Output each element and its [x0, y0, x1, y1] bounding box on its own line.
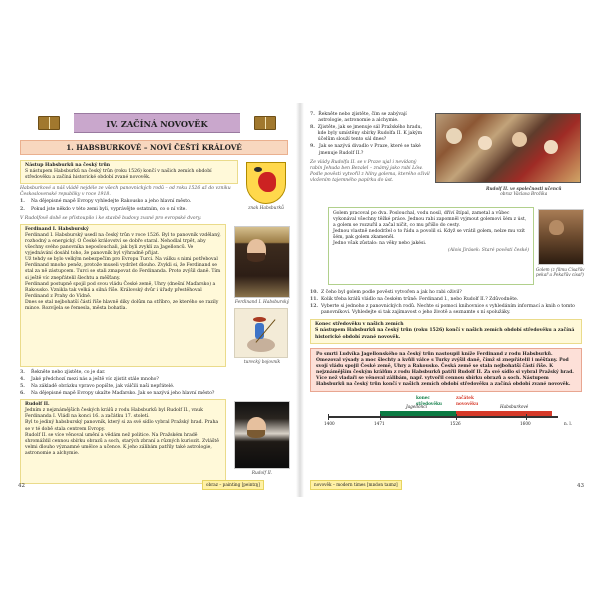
- ferdinand-text-4: Dnes se stal nejbohatší částí říše hlavně díky dolům na stříbro, ze kterého se razily mince. Rozvíjela se řemesla, města bohatla.: [25, 299, 219, 311]
- right-page: [302, 103, 594, 497]
- warrior-caption: turecký bojovník: [243, 359, 281, 365]
- questions-b: [20, 370, 226, 397]
- intro-panel: [20, 160, 238, 184]
- chapter-header: [20, 111, 290, 137]
- summary-heading: Konec středověku v našich zemích: [315, 322, 404, 328]
- habsburkove-label: Habsburkové: [500, 404, 529, 410]
- book-icon: [254, 116, 276, 130]
- ferdinand-text-3: Ferdinand postupně spojil pod svou vládu České země, Uhry (dnešní Maďarsko) a Rakousko. Vznikla tak velká a silná říše. Královský dvůr i úřady přestěhoval Ferdinand z Prahy do Vídně.: [25, 281, 216, 299]
- page-number-right: 43: [577, 482, 584, 489]
- golem-story-box: [328, 207, 534, 285]
- ferdinand-text-2: Už tehdy se bylo velkým nebezpečím pro Evropu Turci. Na válku s nimi potřeboval Ferdinand mnoho peněz, protože museli vydržet dlouho. Zvykli si, že Ferdinand se stal za ně zástupcem. Turci se stali zmapovat do Ferdinanda. Proto zvýšil daně. Tím si ještě víc znepřátelil šlechtu a měšťany.: [25, 257, 221, 281]
- vocabulary-box-right: novověk – modern times [mɒdən taɪmz]: [310, 480, 402, 490]
- rudolf-heading: Rudolf II.: [25, 402, 50, 408]
- section-title: 1. HABSBURKOVÉ – NOVÍ ČEŠTÍ KRÁLOVÉ: [20, 140, 288, 155]
- tick-1526: 1526: [450, 421, 461, 427]
- golem-source: (Alois Jirásek: Staré pověsti české): [448, 247, 529, 253]
- question-4: 4. Jaké předchozí mezi nás a ještě víc zjistit stále mnoho?: [20, 376, 159, 382]
- habsburg-crest-image: [246, 162, 286, 204]
- timeline: [310, 395, 582, 437]
- questions-a: [20, 199, 238, 212]
- timeline-label-start: začátek novověku: [456, 395, 479, 407]
- questions-right-b: [310, 290, 582, 316]
- page-number-left: 42: [18, 482, 25, 489]
- pink-text: Po smrti Ludvíka Jagellonského na český trůn nastoupil kníže Ferdinand z rodu Habsburků. Omezoval výsady a moc šlechty a kvůli válce s Turky zvýšil daně, čímž si znepřátelil i měšťany. Pod svojí vládu spojil České země, Uhry a Rakousko. Česká země se stala nejbohatší částí říše. K nejznámějším českým králům z rodu Habsburků patřil Rudolf II. Za své sídlo si vybral Pražský hrad. Více než vladaři se věnoval zálibám, např. vytvořil cennou sbírku obrazů a soch. Nástupem Habsburků na český trůn končí v našich zemích období středověku a začíná období zvané novověk.: [316, 351, 574, 388]
- textbook-spread: [6, 103, 594, 497]
- question-10: 10. Z čeho byl golem podle pověsti vytvořen a jak ho rabi oživil?: [310, 290, 462, 295]
- tick-1400: 1400: [324, 421, 335, 427]
- golem-text-2: Jednou vlastně nedodržel o to řádu a povolil si. Když se vrátil golem, nelze mu vzít šém, pak golem zkameněl.: [333, 229, 526, 241]
- timeline-axis: [328, 416, 558, 418]
- intro-text: S nástupem Habsburků na český trůn (roku 1526) končí v našich zemích období středověku a začíná historické období zvané novověk.: [25, 169, 212, 181]
- scene-subcaption: obraz Václava Brožíka: [500, 191, 548, 197]
- questions-right-a: [310, 112, 430, 157]
- intro-note: Habsburkové a náš vládě nejdéle ze všech panovnických rodů – od roku 1526 až do vzniku Československé republiky v roce 1918.: [20, 186, 231, 198]
- golem-caption: Golem (z filmu Císařův pekař a Pekařův císař): [536, 267, 585, 278]
- question-1: 1. Na dějepisné mapě Evropy vyhledejte Rakousko a jeho hlavní město.: [20, 199, 192, 205]
- rudolf-text-2: Byl to jediný habsburský panovník, který si za své sídlo vybral Pražský hrad. Praha se v té době stala centrem Evropy.: [25, 420, 219, 432]
- rudolf-caption: Rudolf II.: [251, 471, 273, 477]
- turkish-warrior-image: [234, 308, 288, 358]
- ferdinand-portrait-image: [234, 226, 290, 298]
- ferdinand-caption: Ferdinand I. Habsburský: [234, 299, 290, 305]
- rudolf-portrait-image: [234, 401, 290, 469]
- question-12: 12. Vyberte si jednoho z panovnických rodů. Nechte si pomoci knihovnice s vyhledáním informací a knih o tomto panovníkovi. Vyhledejte si tak zajímavost o jeho životě a seznamte s ní spolužáky.: [310, 304, 575, 316]
- ferdinand-heading: Ferdinand I. Habsburský: [25, 226, 89, 232]
- summary-text: S nástupem Habsburků na český trůn (roku 1526) končí v našich zemích období středověku a začíná historické období zvané novověk.: [315, 328, 575, 340]
- scene-caption: Rudolf II. ve společnosti učenců obraz Václava Brožíka: [486, 186, 562, 197]
- question-9: 9. Jak se nazývá divadlo v Praze, které se také jmenuje Rudolf II.?: [310, 144, 421, 156]
- question-2: 2. Pokud jste někdo v této zemi byli, vyprávějte ostatním, co o ní víte.: [20, 206, 187, 212]
- timeline-label-end: konec středověku: [416, 395, 442, 407]
- crest-caption: znak Habsburků: [248, 206, 284, 211]
- rudolf-text-3: Rudolf II. se více věnoval umění a vědám než politice. Na Pražském hradě shromáždil cennou sbírku obrazů a soch, starých zbraní a různých kuriozit. Zvláště velmi dlouho významné umělce a učence. K jeho zálibám patřily také astrologie, astronomie a alchymie.: [25, 432, 219, 456]
- tick-1600: 1600: [520, 421, 531, 427]
- vocabulary-box-left: obraz – painting [peintɪŋ]: [202, 480, 264, 490]
- rudolf-scholars-painting: [435, 113, 581, 183]
- tick-nl: n. l.: [564, 421, 573, 427]
- book-icon: [38, 116, 60, 130]
- tick-1471: 1471: [374, 421, 385, 427]
- question-3: 3. Řekněte nebo zjistěte, co je dar.: [20, 369, 106, 375]
- left-page: [6, 103, 298, 497]
- question-7: 7. Řekněte nebo zjistěte, čím se zabývají astrologie, astronomie a alchymie.: [310, 112, 407, 124]
- golem-quote: Jedno však zůstalo: na věky nebo jakési.: [333, 241, 427, 247]
- golem-text: Golem pracoval po dva. Poslouchal, vodu nosil, dříví štípal, zametal a vůbec vykonával všechny těžké práce. Jednou rabi zapomněl vyjmout golemovi šém z úst, a golem se rozzuřil a začal ničit, co mu přišlo do cesty.: [333, 211, 527, 229]
- question-6: 6. Na dějepisné mapě Evropy ukažte Maďarsko. Jak se nazývá jeho hlavní město?: [20, 391, 215, 397]
- intro-heading: Nástup Habsburků na český trůn: [25, 163, 111, 168]
- question-5: 5. Na základě obrázku vpravo popište, jak válčili naši nepřátelé.: [20, 383, 175, 389]
- rudolf-panel: [20, 399, 226, 484]
- summary-pink-box: [310, 348, 582, 393]
- ferdinand-panel: [20, 224, 226, 367]
- rudolf-text-1: Jedním z nejznámějších českých králů z rodu Habsburků byl Rudolf II., vnuk Ferdinanda I. Vládl na konci 16. a začátku 17. století.: [25, 408, 203, 420]
- chapter-title: IV. ZAČÍNÁ NOVOVĚK: [74, 113, 240, 133]
- extra-note: V Rudolfově době se přistoupilo i ke stavbě budovy zvané pro evropské dvory.: [20, 215, 202, 221]
- golem-film-image: [538, 209, 584, 265]
- right-note: Ze vlády Rudolfa II. se v Praze ujal i nevídaný rabín Jehuda ben Bezalel – známý jako rabi Löw. Podle pověsti vytvořil z hlíny golema, kterého oživil vložením tajemného papírku do úst.: [310, 159, 430, 183]
- ferdinand-text-1: Ferdinand I. Habsburský usedl na český trůn v roce 1526. Byl to panovník vzdělaný, rozhodný a energický. O České království se dobře staral. Nehodlal trpět, aby všechny svého panovníka neposlouchali, jak byli zvyklí za Jagellonců. Ve vyjednávání dosáhl toho, že panovník byl výhradně přijat.: [25, 232, 221, 257]
- jagellonci-label: Jagellonci: [406, 404, 427, 410]
- summary-box: [310, 319, 582, 343]
- question-8: 8. Zjistěte, jak se jmenuje sál Pražského hradu, kde byly umístěny sbírky Rudolfa II. K jakým účelům slouží tento sál dnes?: [310, 125, 423, 143]
- question-11: 11. Kolik třeba králů vládlo na českém trůně: Ferdinand I., nebo Rudolf II.? Zdůvodněte.: [310, 297, 519, 303]
